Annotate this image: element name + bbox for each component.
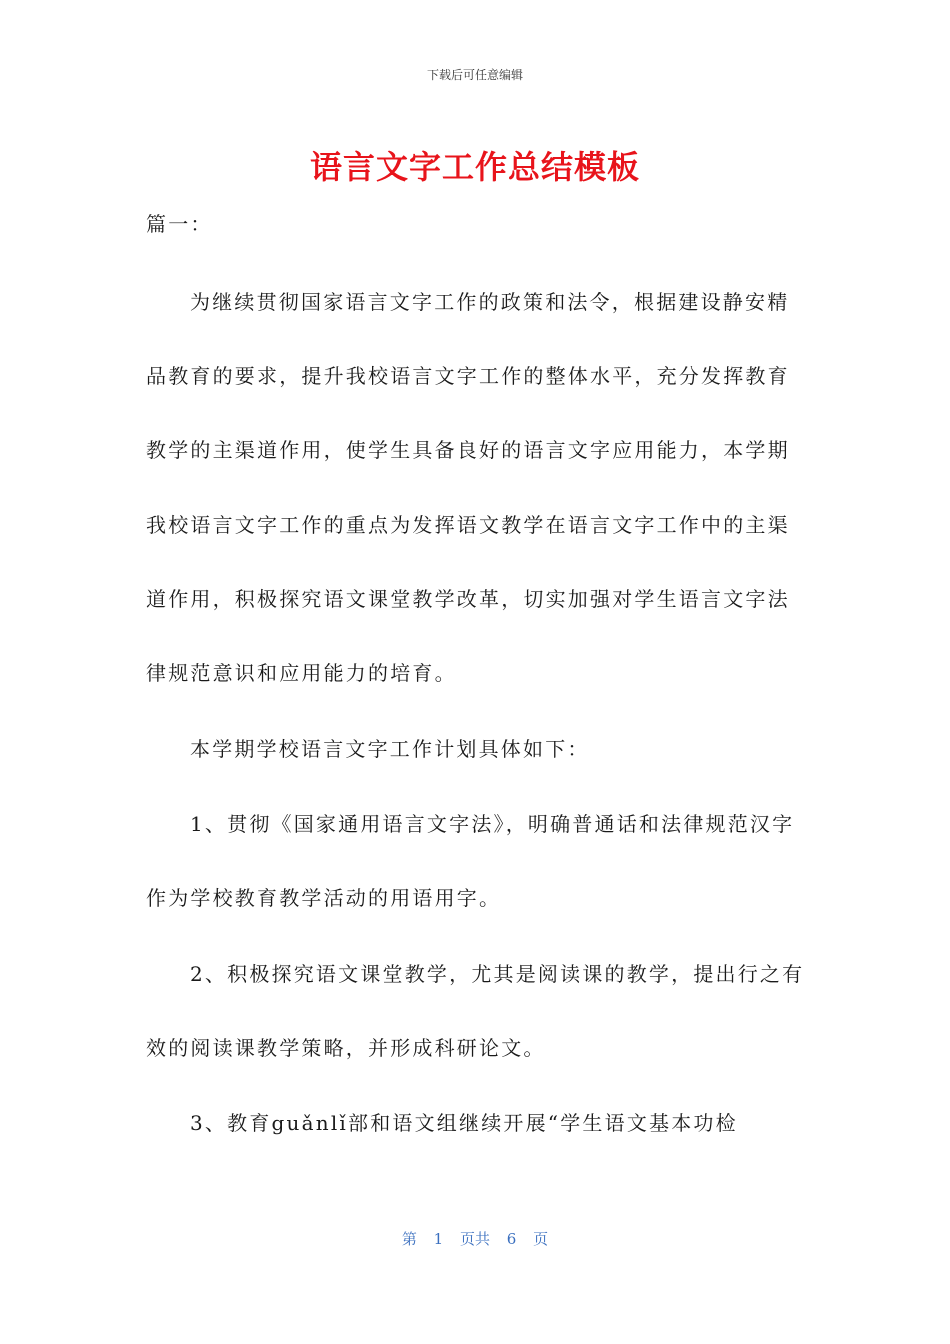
list-item-line: 作为学校教育教学活动的用语用字。 [146,886,502,910]
paragraph-line: 我校语言文字工作的重点为发挥语文教学在语言文字工作中的主渠 [146,513,790,537]
list-item-line: 1、贯彻《国家通用语言文字法》，明确普通话和法律规范汉字 [190,812,795,836]
paragraph-line: 品教育的要求，提升我校语言文字工作的整体水平，充分发挥教育 [146,364,790,388]
section-label: 篇一： [146,212,213,236]
list-item-line: 效的阅读课教学策略，并形成科研论文。 [146,1036,546,1060]
header-note: 下载后可任意编辑 [426,68,523,82]
paragraph-line: 道作用，积极探究语文课堂教学改革，切实加强对学生语言文字法 [146,587,790,611]
paragraph-line: 为继续贯彻国家语言文字工作的政策和法令，根据建设静安精 [190,290,790,314]
list-item-line: 2、积极探究语文课堂教学，尤其是阅读课的教学，提出行之有 [190,962,805,986]
paragraph-line: 律规范意识和应用能力的培育。 [146,661,457,685]
paragraph-line: 教学的主渠道作用，使学生具备良好的语言文字应用能力，本学期 [146,438,790,462]
page-number-footer: 第 1 页共 6 页 [401,1230,549,1248]
document-title: 语言文字工作总结模板 [309,148,640,186]
paragraph-line: 本学期学校语言文字工作计划具体如下： [190,737,590,761]
list-item-line: 3、教育guǎnlǐ部和语文组继续开展“学生语文基本功检 [190,1111,738,1135]
